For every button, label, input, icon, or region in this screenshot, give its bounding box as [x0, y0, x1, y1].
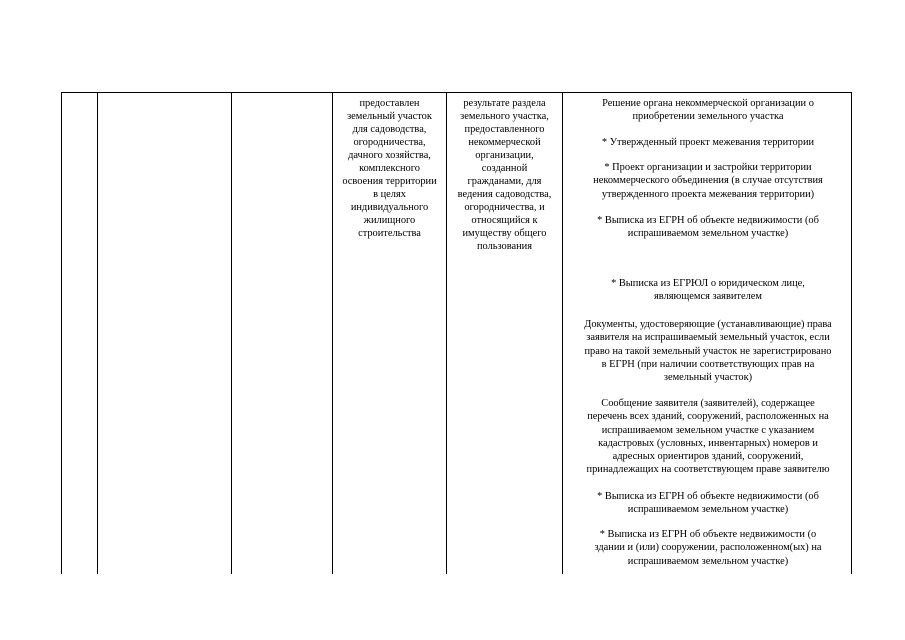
document-item	[563, 277, 853, 304]
document-item	[563, 318, 853, 384]
text-line: * Выписка из ЕГРН об объекте недвижимости (о	[599, 529, 817, 540]
document-item	[563, 161, 853, 201]
text-line: результате раздела	[463, 98, 546, 109]
text-line: * Выписка из ЕГРЮЛ о юридическом лице,	[611, 278, 805, 289]
text-line: здании и (или) сооружении, расположенном(ых) на	[594, 542, 822, 554]
text-line: в целях	[373, 189, 406, 200]
table-column-divider	[97, 92, 98, 574]
table-column-divider	[231, 92, 232, 574]
document-item	[563, 528, 853, 568]
text-line: Решение органа некоммерческой организации о	[602, 98, 814, 109]
text-line: Сообщение заявителя (заявителей), содержащее	[601, 398, 815, 409]
text-line: некоммерческого объединения (в случае отсутствия	[593, 175, 823, 187]
text-line: кадастровых (условных, инвентарных) номеров и	[598, 437, 818, 449]
cell-land-purpose	[333, 97, 446, 240]
text-line: для садоводства,	[352, 124, 427, 135]
text-line: право на такой земельный участок не зарегистрировано	[584, 345, 832, 357]
text-line: относящийся к	[471, 215, 538, 226]
text-line: * Проект организации и застройки территории	[604, 162, 812, 173]
text-line: освоения территории	[342, 176, 437, 187]
text-line: пользования	[476, 241, 533, 252]
text-line: дачного хозяйства,	[348, 150, 431, 161]
document-item	[563, 490, 853, 517]
text-line: земельный участок)	[663, 372, 753, 384]
text-line: имуществу общего	[462, 228, 547, 239]
document-item	[563, 97, 853, 124]
text-line: испрашиваемом земельном участке)	[627, 504, 789, 516]
text-line: жилищного	[363, 215, 416, 226]
table-column-divider	[61, 92, 62, 574]
table-top-border	[61, 92, 851, 93]
text-line: гражданами, для	[467, 176, 542, 187]
cell-land-origin	[447, 97, 562, 253]
text-line: земельного участка,	[460, 111, 549, 122]
text-line: являющемся заявителем	[654, 291, 762, 303]
text-line: земельный участок	[347, 111, 432, 122]
text-line: предоставленного	[464, 124, 545, 135]
text-line: перечень всех зданий, сооружений, расположенных на	[587, 411, 829, 423]
text-line: организации,	[475, 150, 534, 161]
document-item	[563, 136, 853, 149]
text-line: некоммерческой	[468, 137, 541, 148]
text-line: * Выписка из ЕГРН об объекте недвижимости (об	[597, 215, 819, 226]
text-line: в ЕГРН (при наличии соответствующих прав на	[601, 358, 815, 370]
document-item	[563, 397, 853, 477]
document-item	[563, 214, 853, 241]
text-line: заявителя на испрашиваемый земельный участок, если	[586, 332, 830, 344]
text-line: предоставлен	[359, 98, 420, 109]
text-line: испрашиваемом земельном участке с указанием	[601, 424, 815, 436]
text-line: * Утвержденный проект межевания территории	[601, 137, 815, 148]
text-line: комплексного	[359, 163, 420, 174]
text-line: испрашиваемом земельном участке)	[627, 228, 789, 240]
text-line: Документы, удостоверяющие (устанавливающие) права	[584, 319, 832, 330]
text-line: принадлежащих на соответствующем праве заявителю	[586, 464, 830, 476]
text-line: созданной	[481, 163, 528, 174]
text-line: адресных ориентиров зданий, сооружений,	[612, 451, 804, 463]
text-line: ведения садоводства,	[457, 189, 552, 200]
text-line: индивидуального	[350, 202, 429, 213]
text-line: строительства	[358, 228, 421, 239]
text-line: испрашиваемом земельном участке)	[627, 555, 789, 567]
text-line: огородничества, и	[464, 202, 545, 213]
text-line: приобретении земельного участка	[632, 111, 784, 123]
text-line: огородничества,	[353, 137, 426, 148]
text-line: утвержденного проекта межевания территории)	[601, 188, 815, 200]
text-line: * Выписка из ЕГРН об объекте недвижимости (об	[597, 491, 819, 502]
